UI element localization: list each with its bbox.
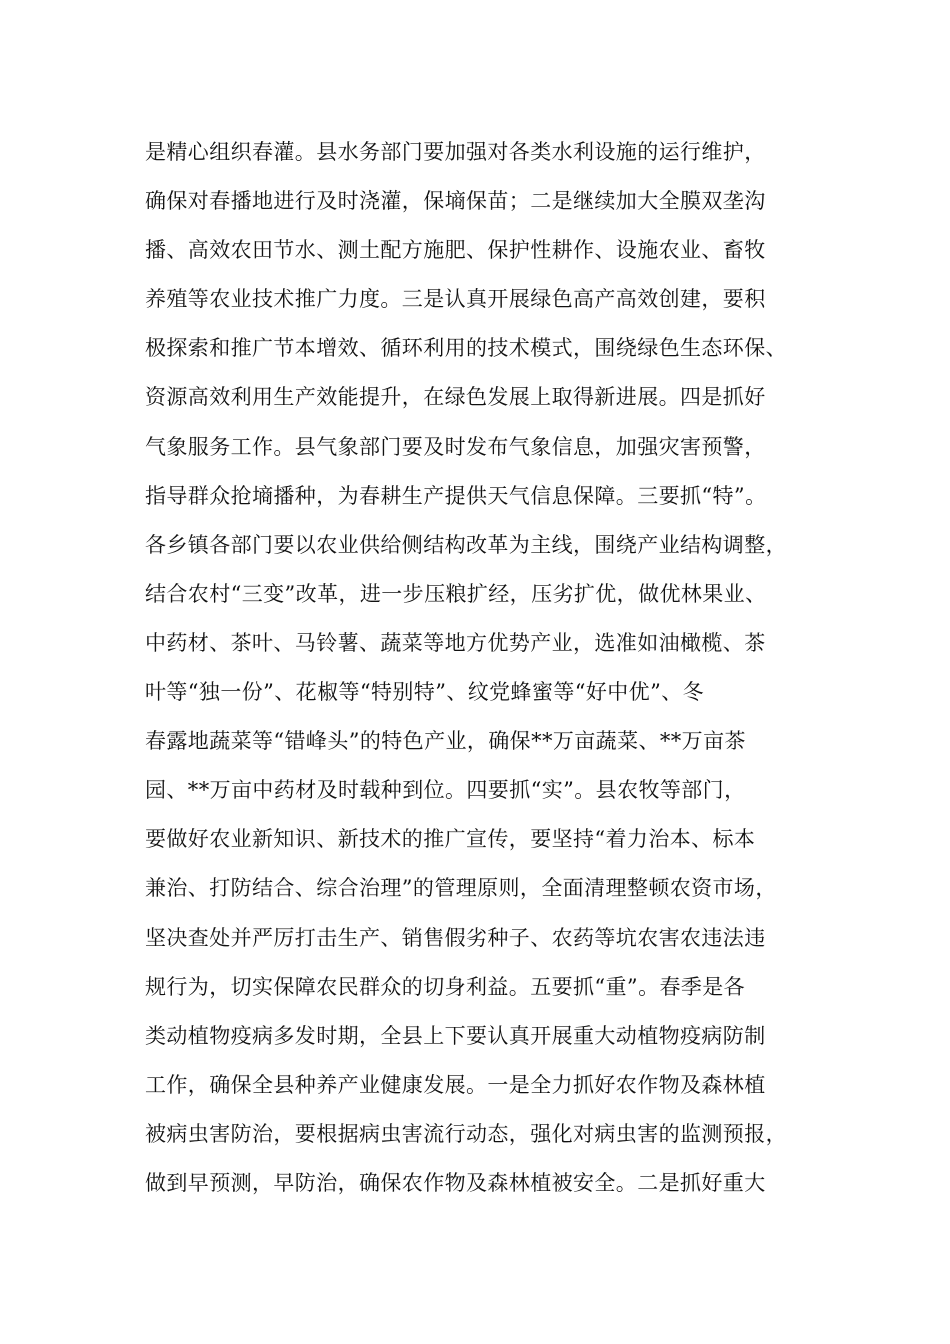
text-line: 规行为，切实保障农民群众的切身利益。五要抓“重”。春季是各 — [145, 974, 746, 999]
text-line: 养殖等农业技术推广力度。三是认真开展绿色高产高效创建，要积 — [145, 287, 766, 312]
body-text — [145, 128, 810, 1208]
text-line: 兼治、打防结合、综合治理”的管理原则，全面清理整顿农资市场， — [145, 876, 777, 901]
text-line: 资源高效利用生产效能提升，在绿色发展上取得新进展。四是抓好 — [145, 385, 766, 410]
text-line: 中药材、茶叶、马铃薯、蔬菜等地方优势产业，选准如油橄榄、茶 — [145, 630, 766, 655]
text-line: 极探索和推广节本增效、循环利用的技术模式，围绕绿色生态环保、 — [145, 336, 787, 361]
text-line: 指导群众抢墒播种，为春耕生产提供天气信息保障。三要抓“特”。 — [145, 483, 767, 508]
text-line: 叶等“独一份”、花椒等“特别特”、纹党蜂蜜等“好中优”、冬 — [145, 680, 705, 705]
text-line: 气象服务工作。县气象部门要及时发布气象信息，加强灾害预警， — [145, 434, 766, 459]
text-line: 各乡镇各部门要以农业供给侧结构改革为主线，围绕产业结构调整， — [145, 532, 787, 557]
text-line: 类动植物疫病多发时期，全县上下要认真开展重大动植物疫病防制 — [145, 1023, 766, 1048]
text-line: 工作，确保全县种养产业健康发展。一是全力抓好农作物及森林植 — [145, 1072, 766, 1097]
text-line: 播、高效农田节水、测土配方施肥、保护性耕作、设施农业、畜牧 — [145, 238, 766, 263]
text-line: 园、**万亩中药材及时载种到位。四要抓“实”。县农牧等部门， — [145, 778, 746, 803]
text-line: 做到早预测，早防治，确保农作物及森林植被安全。二是抓好重大 — [145, 1170, 766, 1195]
text-line: 确保对春播地进行及时浇灌，保墒保苗；二是继续加大全膜双垄沟 — [145, 189, 766, 214]
text-line: 春露地蔬菜等“错峰头”的特色产业，确保**万亩蔬菜、**万亩茶 — [145, 729, 746, 754]
text-line: 坚决查处并严厉打击生产、销售假劣种子、农药等坑农害农违法违 — [145, 925, 766, 950]
text-line: 是精心组织春灌。县水务部门要加强对各类水利设施的运行维护， — [145, 140, 766, 164]
text-line: 结合农村“三变”改革，进一步压粮扩经，压劣扩优，做优林果业、 — [145, 581, 767, 606]
text-line: 被病虫害防治，要根据病虫害流行动态，强化对病虫害的监测预报， — [145, 1121, 787, 1146]
text-line: 要做好农业新知识、新技术的推广宣传，要坚持“着力治本、标本 — [145, 827, 756, 852]
